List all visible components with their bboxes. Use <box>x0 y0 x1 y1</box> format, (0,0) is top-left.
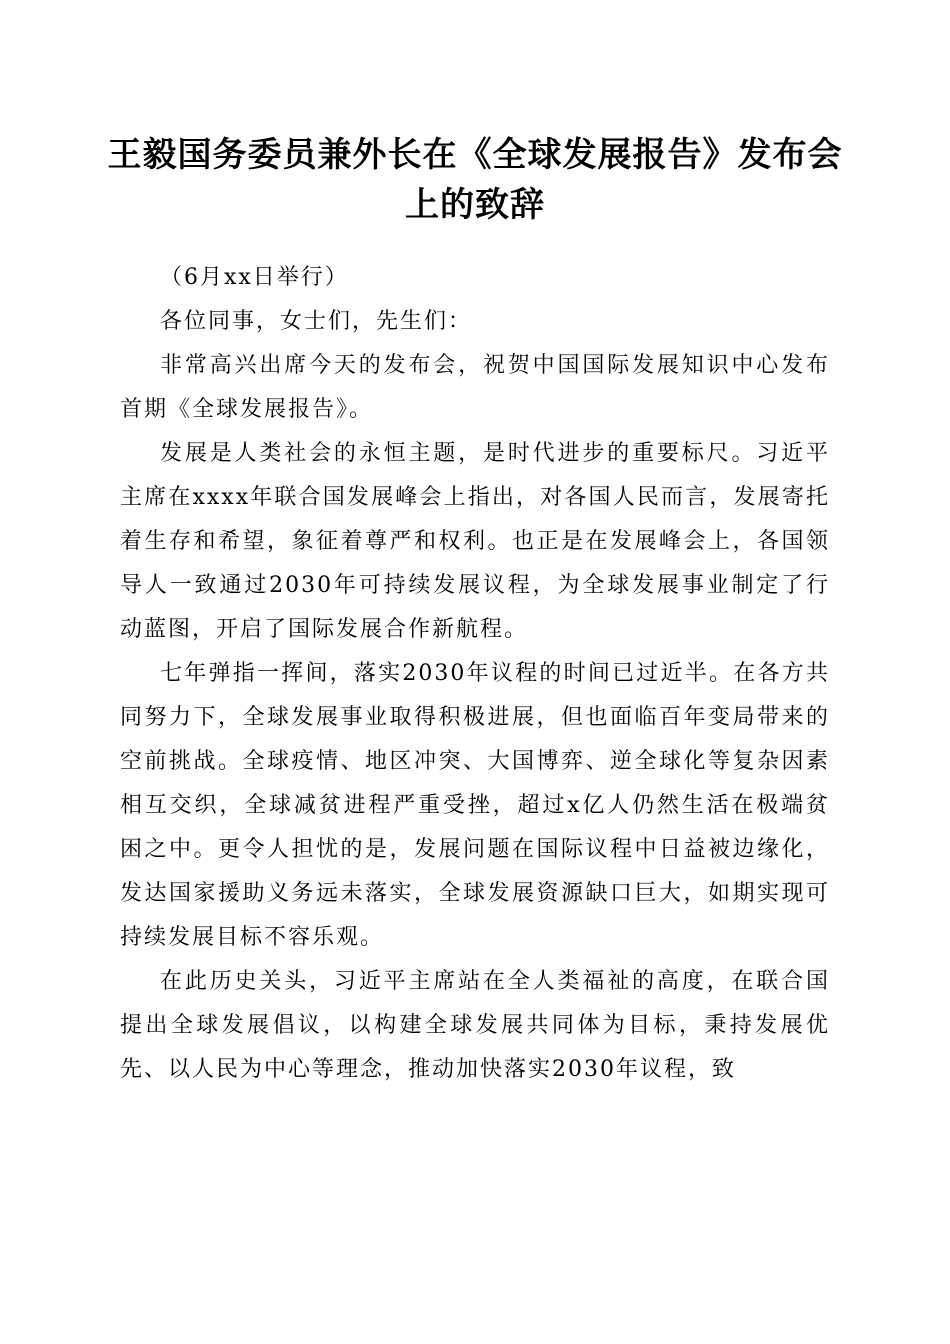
paragraph-challenges: 七年弹指一挥间，落实2030年议程的时间已过近半。在各方共同努力下，全球发展事业取得积极进展，但也面临百年变局带来的空前挑战。全球疫情、地区冲突、大国博弈、逆全球化等复杂因素相互交织，全球减贫进程严重受挫，超过x亿人仍然生活在极端贫困之中。更令人担忧的是，发展问题在国际议程中日益被边缘化，发达国家援助义务远未落实，全球发展资源缺口巨大，如期实现可持续发展目标不容乐观。 <box>120 661 830 950</box>
paragraph-development-theme: 发展是人类社会的永恒主题，是时代进步的重要标尺。习近平主席在xxxx年联合国发展峰会上指出，对各国人民而言，发展寄托着生存和希望，象征着尊严和权利。也正是在发展峰会上，各国领导人一致通过2030年可持续发展议程，为全球发展事业制定了行动蓝图，开启了国际发展合作新航程。 <box>120 441 830 642</box>
paragraph-salutation: 各位同事，女士们，先生们： <box>160 309 473 334</box>
paragraph-opening: 非常高兴出席今天的发布会，祝贺中国国际发展知识中心发布首期《全球发展报告》。 <box>120 353 830 422</box>
document-title: 王毅国务委员兼外长在《全球发展报告》发布会上的致辞 <box>107 135 843 225</box>
paragraph-date: （6月xx日举行） <box>160 265 349 290</box>
document-body <box>120 256 830 1092</box>
paragraph-global-initiative: 在此历史关头，习近平主席站在全人类福祉的高度，在联合国提出全球发展倡议，以构建全球发展共同体为目标，秉持发展优先、以人民为中心等理念，推动加快落实2030年议程，致 <box>120 969 830 1082</box>
